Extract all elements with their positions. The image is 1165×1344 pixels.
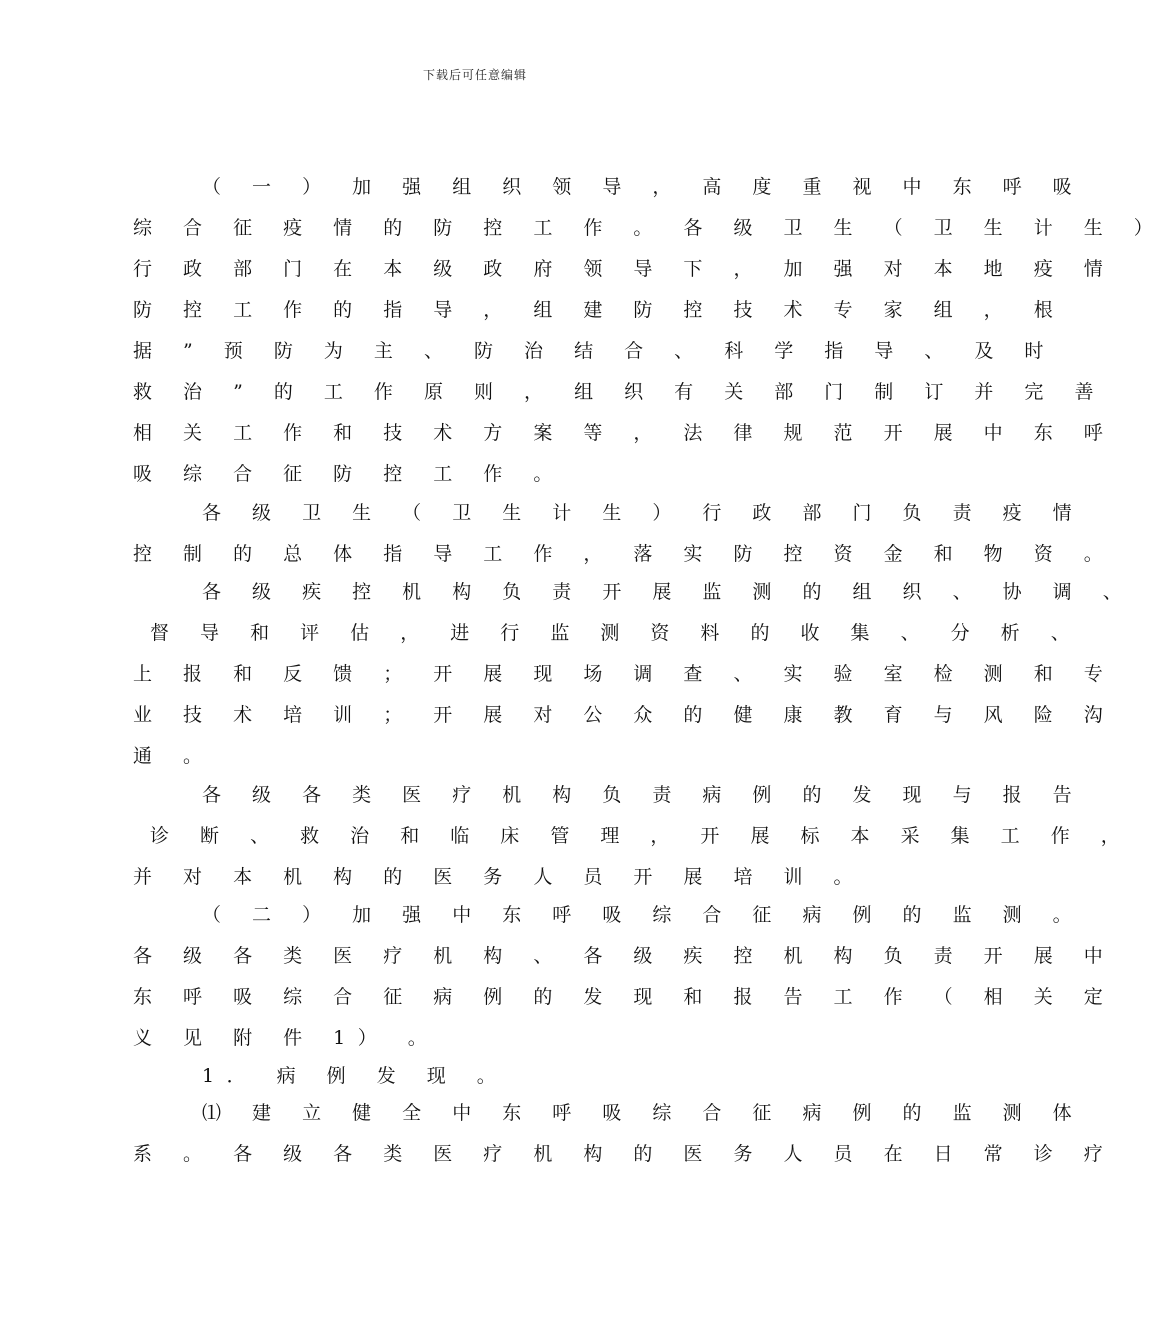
body-line: 东 呼 吸 综 合 征 病 例 的 发 现 和 报 告 工 作 （ 相 关 定	[133, 986, 1116, 1008]
body-line: 1． 病 例 发 现 。	[202, 1065, 509, 1087]
body-line: 据 ” 预 防 为 主 、 防 治 结 合 、 科 学 指 导 、 及 时	[133, 340, 1056, 362]
body-line: 控 制 的 总 体 指 导 工 作 ， 落 实 防 控 资 金 和 物 资 。	[133, 543, 1116, 565]
body-line: 业 技 术 培 训 ； 开 展 对 公 众 的 健 康 教 育 与 风 险 沟	[133, 704, 1116, 726]
body-line: 诊 断 、 救 治 和 临 床 管 理 ， 开 展 标 本 采 集 工 作 ，	[150, 825, 1133, 847]
body-line: 并 对 本 机 构 的 医 务 人 员 开 展 培 训 。	[133, 866, 866, 888]
body-line: 通 。	[133, 745, 215, 767]
body-line: 上 报 和 反 馈 ； 开 展 现 场 调 查 、 实 验 室 检 测 和 专	[133, 663, 1116, 685]
body-line: 相 关 工 作 和 技 术 方 案 等 ， 法 律 规 范 开 展 中 东 呼	[133, 422, 1116, 444]
body-line: 防 控 工 作 的 指 导 ， 组 建 防 控 技 术 专 家 组 ， 根	[133, 299, 1066, 321]
body-line: 义 见 附 件 1） 。	[133, 1027, 440, 1049]
body-line: 各 级 卫 生 （ 卫 生 计 生 ） 行 政 部 门 负 责 疫 情	[202, 502, 1085, 524]
page-header: 下载后可任意编辑	[422, 68, 527, 82]
body-line: 各 级 疾 控 机 构 负 责 开 展 监 测 的 组 织 、 协 调 、	[202, 581, 1135, 603]
body-line: 督 导 和 评 估 ， 进 行 监 测 资 料 的 收 集 、 分 析 、	[150, 622, 1083, 644]
body-line: （ 一 ） 加 强 组 织 领 导 ， 高 度 重 视 中 东 呼 吸	[202, 176, 1085, 198]
body-line: （ 二 ） 加 强 中 东 呼 吸 综 合 征 病 例 的 监 测 。	[202, 904, 1085, 926]
body-line: 救 治 ” 的 工 作 原 则 ， 组 织 有 关 部 门 制 订 并 完 善	[133, 381, 1106, 403]
body-line: 各 级 各 类 医 疗 机 构 负 责 病 例 的 发 现 与 报 告	[202, 784, 1085, 806]
body-line: 综 合 征 疫 情 的 防 控 工 作 。 各 级 卫 生 （ 卫 生 计 生 ）	[133, 217, 1165, 239]
body-line: 行 政 部 门 在 本 级 政 府 领 导 下 ， 加 强 对 本 地 疫 情	[133, 258, 1116, 280]
body-line: ⑴ 建 立 健 全 中 东 呼 吸 综 合 征 病 例 的 监 测 体	[202, 1102, 1085, 1124]
body-line: 系 。 各 级 各 类 医 疗 机 构 的 医 务 人 员 在 日 常 诊 疗	[133, 1143, 1116, 1165]
body-line: 各 级 各 类 医 疗 机 构 、 各 级 疾 控 机 构 负 责 开 展 中	[133, 945, 1116, 967]
body-line: 吸 综 合 征 防 控 工 作 。	[133, 463, 565, 485]
